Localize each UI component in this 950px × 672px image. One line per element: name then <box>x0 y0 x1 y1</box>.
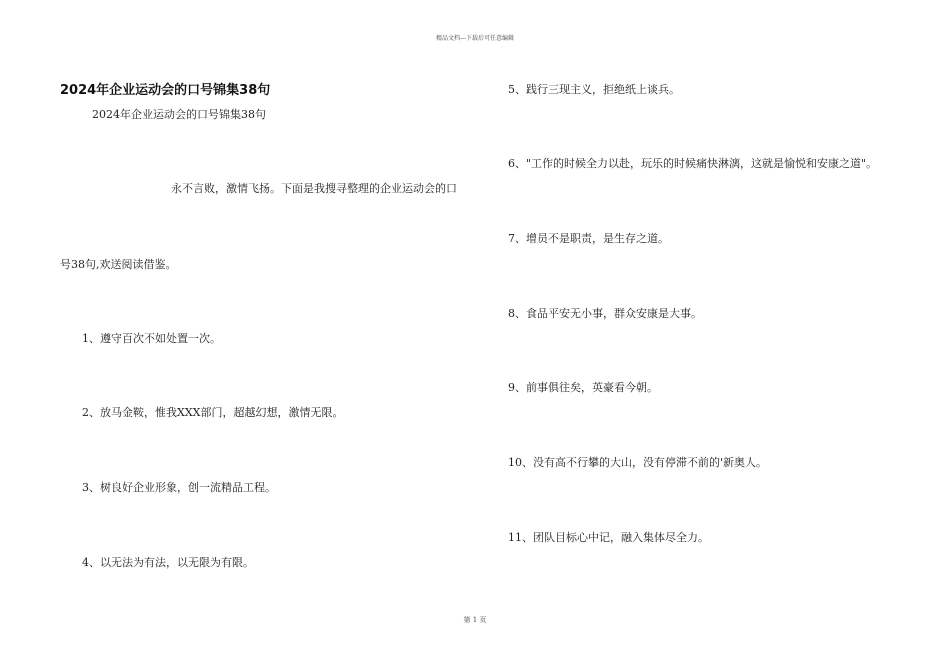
list-item: 4、以无法为有法，以无限为有限。 <box>82 556 254 569</box>
subtitle: 2024年企业运动会的口号锦集38句 <box>92 108 266 121</box>
list-item: 7、增员不是职责，是生存之道。 <box>508 232 669 245</box>
list-item: 9、前事俱往矣，英豪看今朝。 <box>508 381 658 394</box>
list-item: 5、践行三现主义，拒绝纸上谈兵。 <box>508 83 680 96</box>
page-header: 精品文档---下载后可任意编辑 <box>435 35 515 42</box>
list-item: 6、"工作的时候全力以赴，玩乐的时候痛快淋漓，这就是愉悦和安康之道"。 <box>508 157 878 170</box>
page-footer: 第 1 页 <box>463 616 487 624</box>
document-title: 2024年企业运动会的口号锦集38句 <box>60 83 271 98</box>
list-item: 11、团队目标心中记，融入集体尽全力。 <box>508 531 709 544</box>
list-item: 8、食品平安无小事，群众安康是大事。 <box>508 307 702 320</box>
intro-line-2: 号38句,欢送阅读借鉴。 <box>60 258 177 271</box>
list-item: 10、没有高不行攀的大山，没有停滞不前的'新奥人。 <box>508 456 768 469</box>
intro-line-1: 永不言败，激情飞扬。下面是我搜寻整理的企业运动会的口 <box>171 182 457 195</box>
list-item: 1、遵守百次不如处置一次。 <box>82 332 221 345</box>
list-item: 2、放马金鞍，惟我XXX部门，超越幻想，激情无限。 <box>82 406 344 419</box>
list-item: 3、树良好企业形象，创一流精品工程。 <box>82 481 276 494</box>
